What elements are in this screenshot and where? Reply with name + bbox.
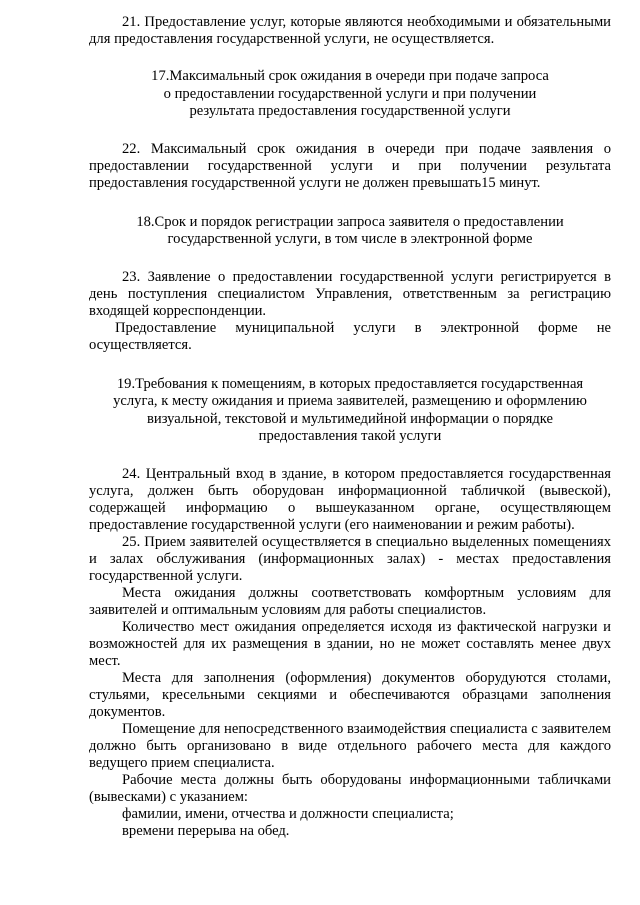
heading-19: 19.Требования к помещениям, в которых предоставляется государственная услуга, к месту ожидания и приема заявителей, размещению и оформлению визуальной, текстовой и мультимедийной информации о порядке предоставления такой услуги [113,375,587,444]
heading-18: 18.Срок и порядок регистрации запроса заявителя о предоставлении государственной услуги, в том числе в электронной форме [136,213,564,247]
paragraph-signage: Рабочие места должны быть оборудованы информационными табличками (вывесками) с указанием: [89,771,611,805]
paragraph-22: 22. Максимальный срок ожидания в очереди при подаче заявления о предоставлении государственной услуги и при получении результата предоставления государственной услуги не должен превышать15 минут. [89,140,611,191]
paragraph-filling-places: Места для заполнения (оформления) документов оборудуются столами, стульями, кресельными секциями и обеспечиваются образцами заполнения документов. [89,669,611,720]
paragraph-signage-name: фамилии, имени, отчества и должности специалиста; [122,805,454,822]
paragraph-24: 24. Центральный вход в здание, в котором предоставляется государственная услуга, должен быть оборудован информационной табличкой (вывеской), содержащей информацию о вышеуказанном органе, осуществляющем предоставление государственной услуги (его наименовании и режим работы). [89,465,611,533]
paragraph-21: 21. Предоставление услуг, которые являются необходимыми и обязательными для предоставления государственной услуги, не осуществляется. [89,14,611,47]
paragraph-waiting-count: Количество мест ожидания определяется исходя из фактической нагрузки и возможностей для их размещения в здании, но не может составлять менее двух мест. [89,618,611,669]
paragraph-workplace: Помещение для непосредственного взаимодействия специалиста с заявителем должно быть организовано в виде отдельного рабочего места для каждого ведущего прием специалиста. [89,720,611,771]
paragraph-23: 23. Заявление о предоставлении государственной услуги регистрируется в день поступления специалистом Управления, ответственным за регистрацию входящей корреспонденции. [89,268,611,319]
paragraph-waiting-places: Места ожидания должны соответствовать комфортным условиям для заявителей и оптимальным условиям для работы специалистов. [89,584,611,618]
paragraph-25: 25. Прием заявителей осуществляется в специально выделенных помещениях и залах обслуживания (информационных залах) - местах предоставления государственной услуги. [89,533,611,584]
paragraph-23-electronic: Предоставление муниципальной услуги в электронной форме не осуществляется. [89,319,611,353]
heading-17: 17.Максимальный срок ожидания в очереди при подаче запроса о предоставлении государственной услуги и при получении результата предоставления государственной услуги [151,68,549,119]
paragraph-signage-break: времени перерыва на обед. [122,822,290,839]
